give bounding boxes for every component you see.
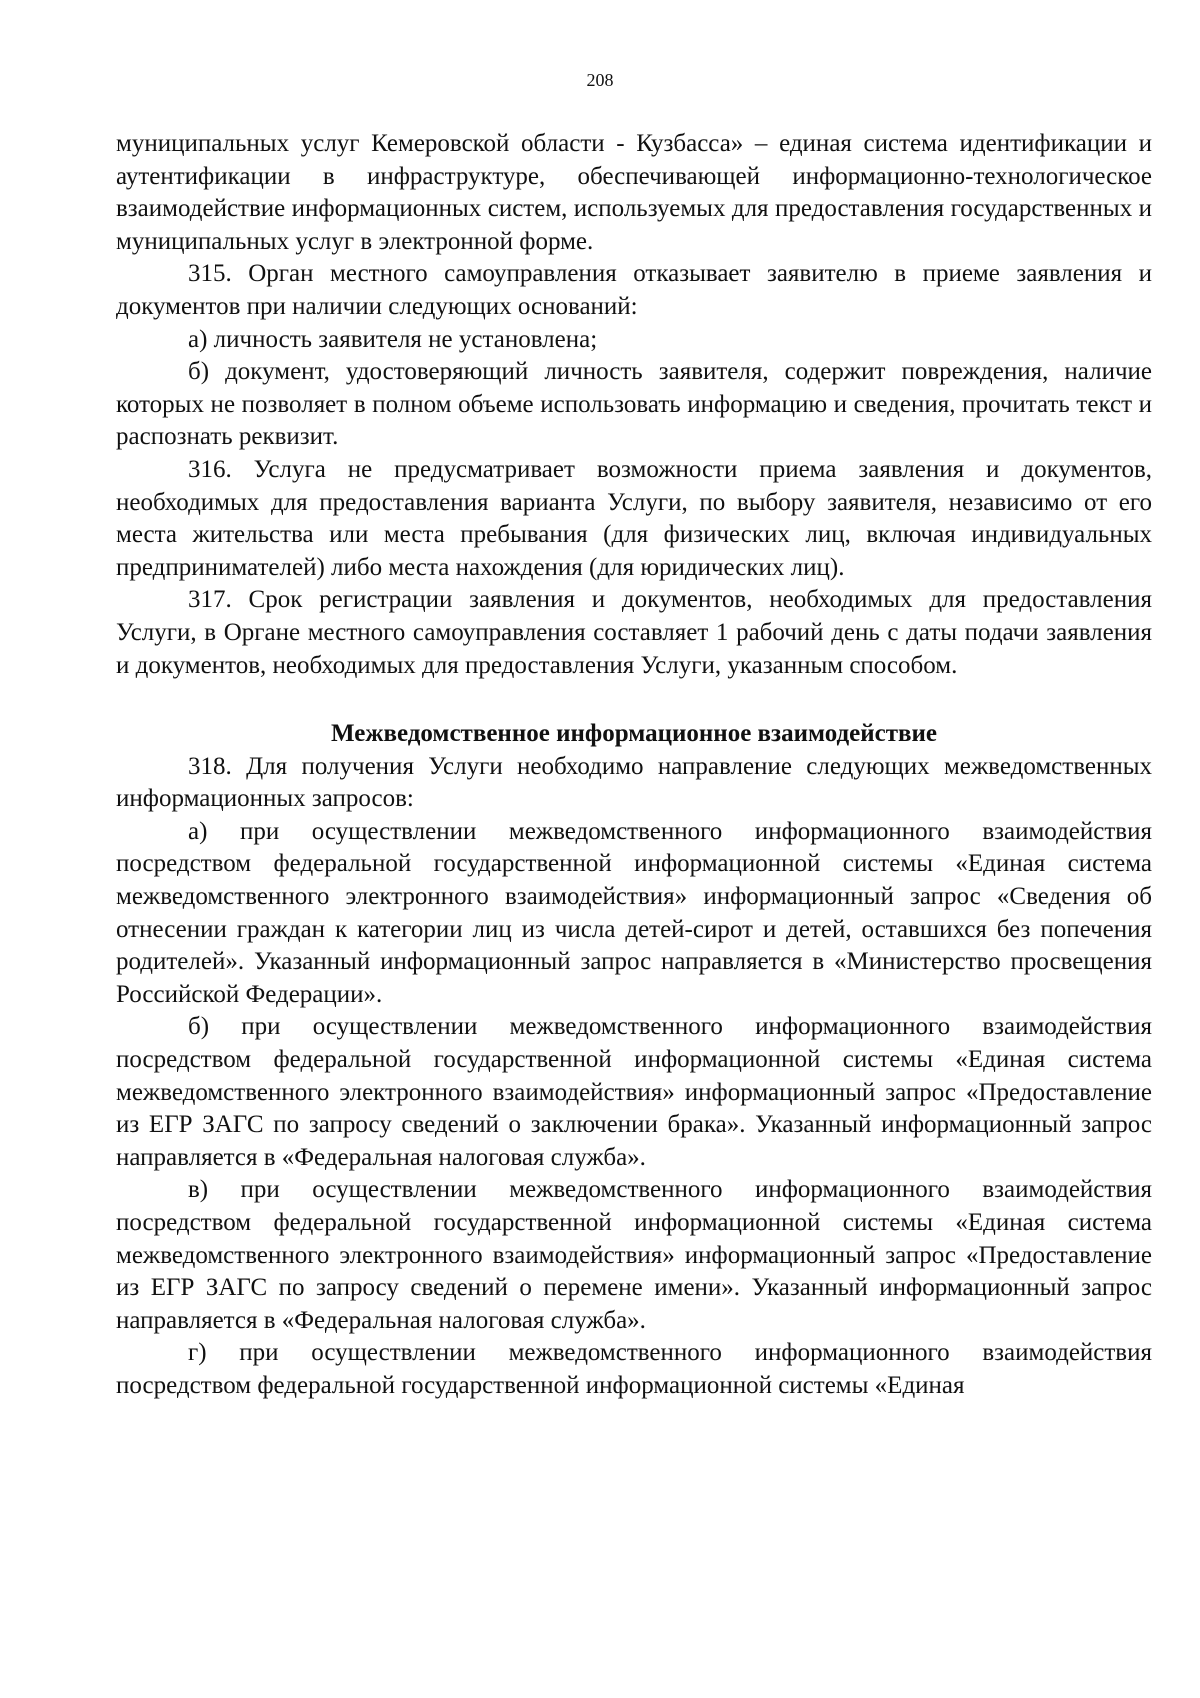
document-body [116,128,1152,1403]
paragraph-316: 316. Услуга не предусматривает возможности приема заявления и документов, необходимых для предоставления варианта Услуги, по выбору заявителя, независимо от его места жительства или места пребывания (для физических лиц, включая индивидуальных предпринимателей) либо места нахождения (для юридических лиц). [116,455,1152,581]
page-number: 208 [586,70,614,90]
list-item-a: а) при осуществлении межведомственного информационного взаимодействия посредством федеральной государственной информационной системы «Единая система межведомственного электронного взаимодействия» информационный запрос «Сведения об отнесении граждан к категории лиц из числа детей-сирот и детей, оставшихся без попечения родителей». Указанный информационный запрос направляется в «Министерство просвещения Российской Федерации». [116,817,1152,1008]
list-item-g: г) при осуществлении межведомственного информационного взаимодействия посредством федеральной государственной информационной системы «Единая [116,1339,1152,1399]
paragraph-315: 315. Орган местного самоуправления отказывает заявителю в приеме заявления и документов при наличии следующих оснований: [116,260,1152,320]
section-heading: Межведомственное информационное взаимодействие [331,720,937,748]
paragraph: муниципальных услуг Кемеровской области - Кузбасса» – единая система идентификации и аутентификации в инфраструктуре, обеспечивающей информационно-технологическое взаимодействие информационных систем, используемых для предоставления государственных и муниципальных услуг в электронной форме. [116,130,1152,255]
list-item-b: б) при осуществлении межведомственного информационного взаимодействия посредством федеральной государственной информационной системы «Единая система межведомственного электронного взаимодействия» информационный запрос «Предоставление из ЕГР ЗАГС по запросу сведений о заключении брака». Указанный информационный запрос направляется в «Федеральная налоговая служба». [116,1013,1152,1171]
list-item-v: в) при осуществлении межведомственного информационного взаимодействия посредством федеральной государственной информационной системы «Единая система межведомственного электронного взаимодействия» информационный запрос «Предоставление из ЕГР ЗАГС по запросу сведений о перемене имени». Указанный информационный запрос направляется в «Федеральная налоговая служба». [116,1176,1152,1334]
paragraph-317: 317. Срок регистрации заявления и документов, необходимых для предоставления Услуги, в Органе местного самоуправления составляет 1 рабочий день с даты подачи заявления и документов, необходимых для предоставления Услуги, указанным способом. [116,586,1152,679]
paragraph-318: 318. Для получения Услуги необходимо направление следующих межведомственных информационных запросов: [116,752,1152,813]
list-item-a: а) личность заявителя не установлена; [188,325,598,353]
list-item-b: б) документ, удостоверяющий личность заявителя, содержит повреждения, наличие которых не позволяет в полном объеме использовать информацию и сведения, прочитать текст и распознать реквизит. [116,358,1152,451]
